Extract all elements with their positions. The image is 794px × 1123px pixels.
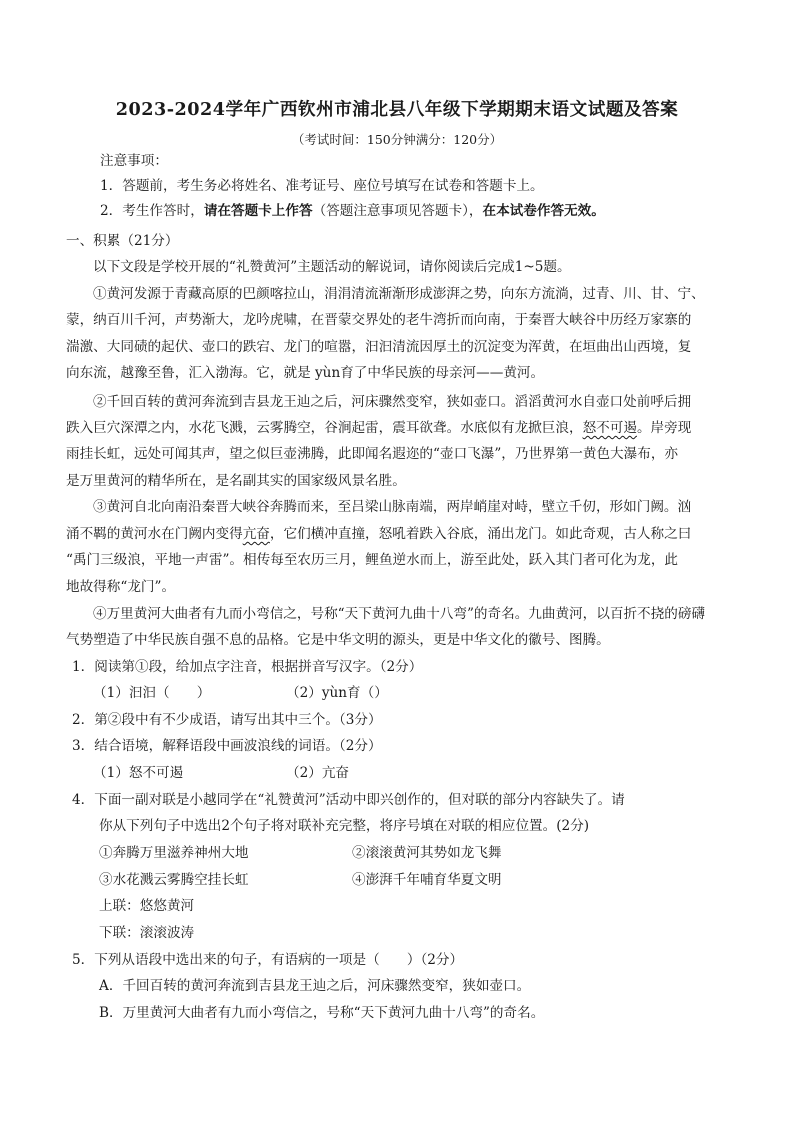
question-4-option-3: ③水花溅云雾腾空挂长虹 bbox=[99, 872, 249, 888]
couplet-lower: 下联：滚滚波涛 bbox=[99, 925, 195, 941]
wavy-word-kangfen: 亢奋 bbox=[242, 526, 270, 542]
notice-item-2-a: 2．考生作答时， bbox=[100, 203, 204, 219]
notice-item-2 bbox=[100, 201, 605, 221]
question-4-option-1: ①奔腾万里滋养神州大地 bbox=[99, 845, 249, 861]
para3-line2-tail: ，它们横冲直撞，怒吼着跌入谷底，涌出龙门。如此奇观，古人称之曰 bbox=[269, 526, 692, 542]
para3-line3: “禹门三级浪，平地一声雷”。相传每至农历三月，鲤鱼逆水而上，游至此处，跃入其门者可化为龙，此 bbox=[66, 552, 679, 568]
question-4-option-4: ④澎湃千年哺育华夏文明 bbox=[352, 872, 502, 888]
question-3-part-2: （2）亢奋 bbox=[286, 765, 350, 781]
question-4: 4．下面一副对联是小越同学在“礼赞黄河”活动中即兴创作的，但对联的部分内容缺失了。请 bbox=[72, 792, 625, 808]
para1-line3: 湍激、大同碛的起伏、壶口的跌宕、龙门的喧嚣，汩汩清流因厚土的沉淀变为浑黄，在垣曲出山西境，复 bbox=[66, 339, 692, 355]
para2-line4: 是万里黄河的精华所在，是名副其实的国家级风景名胜。 bbox=[66, 473, 406, 489]
para2-line2-text: 跌入巨穴深潭之内，水花飞溅，云雾腾空，谷涧起雷，震耳欲聋。水底似有龙掀巨浪， bbox=[66, 420, 583, 436]
para2-line2 bbox=[66, 418, 691, 438]
question-1-part-2: （2）yùn育（） bbox=[286, 685, 388, 701]
notice-item-1: 1．答题前，考生务必将姓名、准考证号、座位号填写在试卷和答题卡上。 bbox=[100, 178, 544, 194]
exam-time-info: （考试时间：150分钟满分：120分） bbox=[291, 132, 503, 147]
question-2: 2．第②段中有不少成语，请写出其中三个。（3分） bbox=[72, 712, 382, 728]
section-intro: 以下文段是学校开展的“礼赞黄河”主题活动的解说词，请你阅读后完成1~5题。 bbox=[93, 259, 571, 275]
para3-line2-text: 涌不羁的黄河水在门阙内变得 bbox=[66, 526, 243, 542]
question-3-part-1: （1）怒不可遏 bbox=[93, 765, 184, 781]
notice-item-2-c: （答题注意事项见答题卡）， bbox=[312, 203, 483, 219]
para4-line2: 气势塑造了中华民族自强不息的品格。它是中华文明的源头，更是中华文化的徽号、图腾。 bbox=[66, 632, 610, 648]
page-title: 2023-2024学年广西钦州市浦北县八年级下学期期末语文试题及答案 bbox=[115, 99, 679, 120]
couplet-upper: 上联：悠悠黄河 bbox=[99, 898, 195, 914]
para2-line2-tail: 。岸旁现 bbox=[636, 420, 692, 436]
question-5: 5．下列从语段中选出来的句子，有语病的一项是（ ）（2分） bbox=[72, 952, 464, 968]
para3-line4: 地故得称“龙门”。 bbox=[66, 579, 176, 595]
para2-line3: 雨挂长虹，远处可闻其声，望之似巨壶沸腾，此即闻名遐迩的“壶口飞瀑”，乃世界第一黄色大瀑布，亦 bbox=[66, 446, 679, 462]
wavy-word-nubukee: 怒不可遏 bbox=[582, 420, 637, 436]
question-1: 1．阅读第①段，给加点字注音，根据拼音写汉字。（2分） bbox=[72, 659, 423, 675]
question-3: 3．结合语境，解释语段中画波浪线的词语。（2分） bbox=[72, 738, 382, 754]
notice-item-2-d: 在本试卷作答无效。 bbox=[482, 203, 605, 219]
notice-heading: 注意事项： bbox=[100, 153, 168, 169]
para2-line1: ②千回百转的黄河奔流到吉县龙王辿之后，河床骤然变窄，狭如壶口。滔滔黄河水自壶口处前呼后拥 bbox=[93, 394, 692, 410]
question-5-option-a: A．千回百转的黄河奔流到吉县龙王辿之后，河床骤然变窄，狭如壶口。 bbox=[99, 978, 531, 994]
para3-line1: ③黄河自北向南沿秦晋大峡谷奔腾而来，至吕梁山脉南端，两岸峭崖对峙，壁立千仞，形如门阙。汹 bbox=[93, 499, 692, 515]
question-1-part-1: （1）汩汩（ ） bbox=[93, 685, 211, 701]
question-5-option-b: B．万里黄河大曲者有九而小弯信之，号称“天下黄河九曲十八弯”的奇名。 bbox=[99, 1005, 545, 1021]
para3-line2 bbox=[66, 524, 691, 544]
notice-item-2-b: 请在答题卡上作答 bbox=[203, 203, 313, 219]
para1-line1: ①黄河发源于青藏高原的巴颜喀拉山，涓涓清流渐渐形成澎湃之势，向东方流淌，过青、川、甘、宁、 bbox=[93, 286, 705, 302]
para1-line4: 向东流，越豫至鲁，汇入渤海。它，就是 yùn育了中华民族的母亲河——黄河。 bbox=[66, 365, 545, 381]
para4-line1: ④万里黄河大曲者有九而小弯信之，号称“天下黄河九曲十八弯”的奇名。九曲黄河，以百折不挠的磅礴 bbox=[93, 606, 706, 622]
section-heading: 一、积累（21分） bbox=[66, 233, 179, 249]
question-4-option-2: ②滚滚黄河其势如龙飞舞 bbox=[352, 845, 502, 861]
para1-line2: 蒙，纳百川千河，声势渐大，龙吟虎啸，在晋蒙交界处的老牛湾折而向南，于秦晋大峡谷中历经万家寨的 bbox=[66, 312, 692, 328]
question-4-instruction: 你从下列句子中选出2个句子将对联补充完整，将序号填在对联的相应位置。(2分) bbox=[99, 818, 590, 834]
